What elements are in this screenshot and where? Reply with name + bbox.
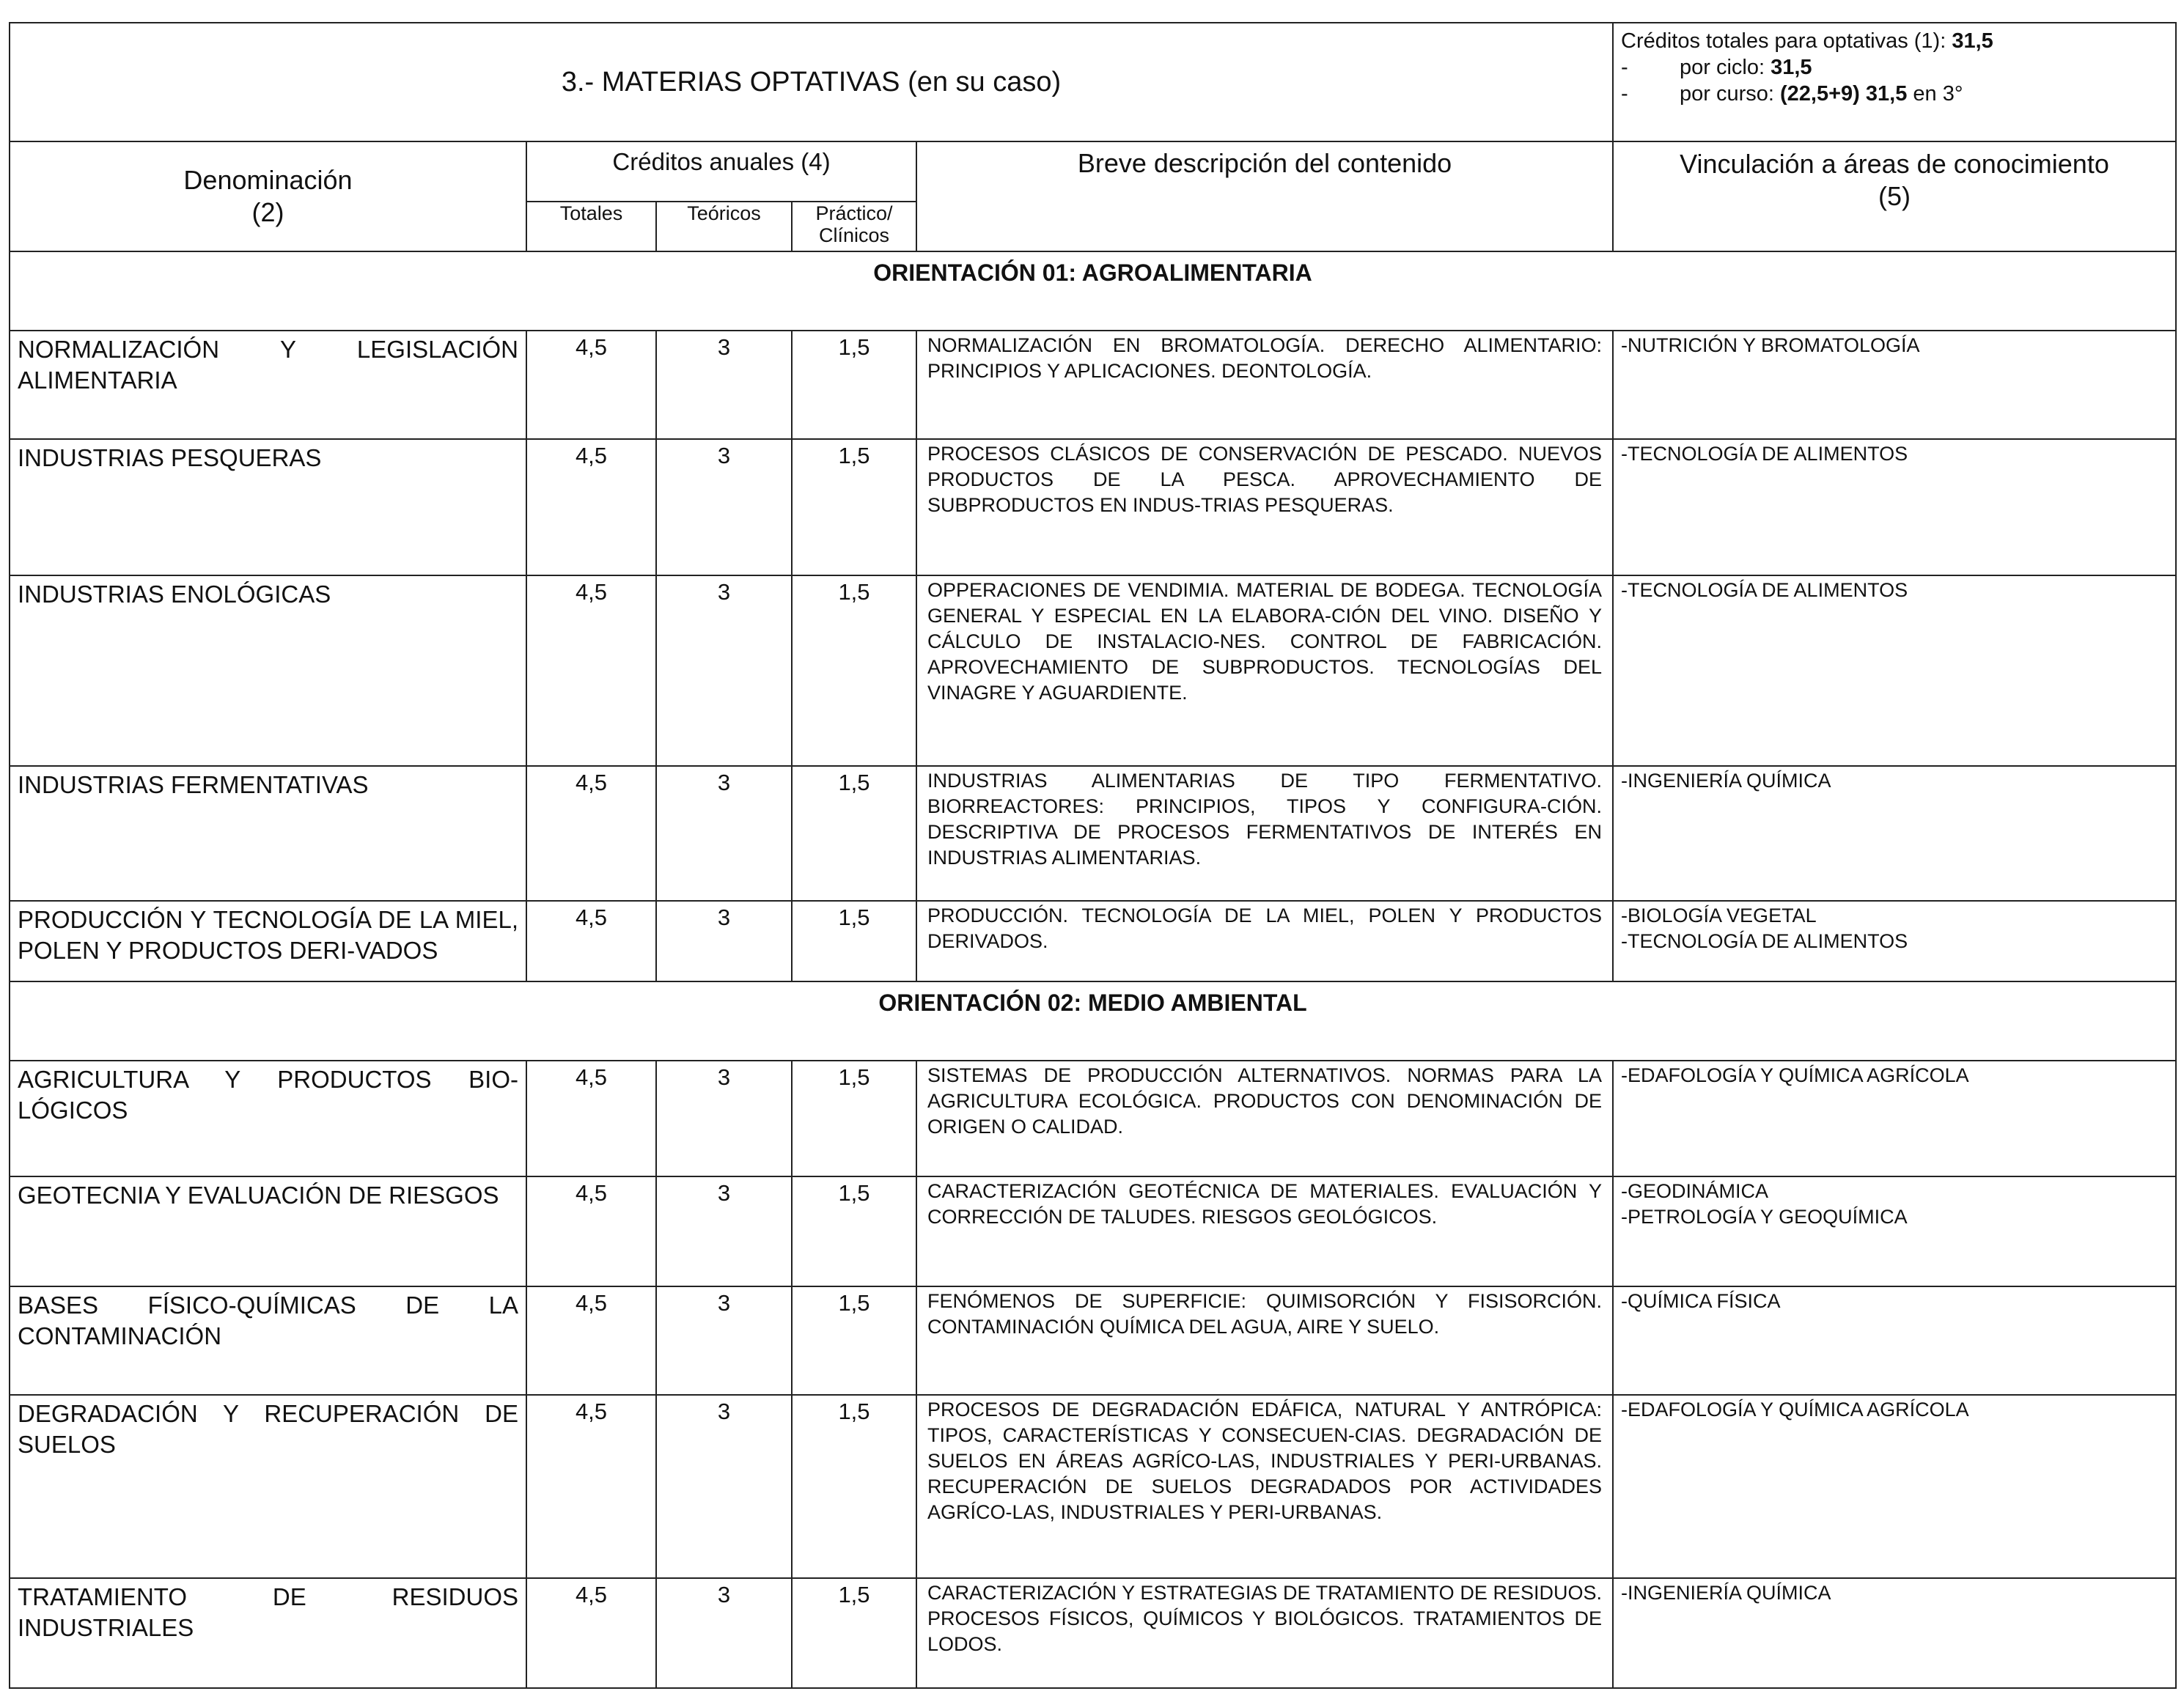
subject-description: SISTEMAS DE PRODUCCIÓN ALTERNATIVOS. NORMAS PARA LA AGRICULTURA ECOLÓGICA. PRODUCTOS CON DENOMINACIÓN DE ORIGEN O CALIDAD. bbox=[916, 1061, 1613, 1176]
document-title: 3.- MATERIAS OPTATIVAS (en su caso) bbox=[10, 23, 1613, 141]
knowledge-areas bbox=[1613, 439, 2176, 575]
subject-description: FENÓMENOS DE SUPERFICIE: QUIMISORCIÓN Y FISISORCIÓN. CONTAMINACIÓN QUÍMICA DEL AGUA, AIRE Y SUELO. bbox=[916, 1286, 1613, 1395]
subject-description: CARACTERIZACIÓN Y ESTRATEGIAS DE TRATAMIENTO DE RESIDUOS. PROCESOS FÍSICOS, QUÍMICOS Y BIOLÓGICOS. TRATAMIENTOS DE LODOS. bbox=[916, 1578, 1613, 1688]
subject-description: CARACTERIZACIÓN GEOTÉCNICA DE MATERIALES. EVALUACIÓN Y CORRECCIÓN DE TALUDES. RIESGOS GEOLÓGICOS. bbox=[916, 1176, 1613, 1286]
totales-header: Totales bbox=[526, 202, 656, 251]
creditos-header: Créditos anuales (4) bbox=[526, 141, 916, 202]
knowledge-areas bbox=[1613, 1578, 2176, 1688]
knowledge-area: -QUÍMICA FÍSICA bbox=[1621, 1290, 1781, 1312]
teoricos-header: Teóricos bbox=[656, 202, 792, 251]
credits-total: 4,5 bbox=[526, 1578, 656, 1688]
subject-name: BASES FÍSICO-QUÍMICAS DE LA CONTAMINACIÓN bbox=[10, 1286, 526, 1395]
credits-practice: 1,5 bbox=[792, 1061, 916, 1176]
knowledge-areas bbox=[1613, 766, 2176, 901]
table-row bbox=[10, 439, 2176, 575]
credits-practice: 1,5 bbox=[792, 901, 916, 981]
totals-box bbox=[1613, 23, 2176, 141]
table-row bbox=[10, 1176, 2176, 1286]
denominacion-label: Denominación bbox=[183, 165, 353, 195]
knowledge-area: -TECNOLOGÍA DE ALIMENTOS bbox=[1621, 579, 1908, 601]
curso-value: (22,5+9) 31,5 bbox=[1780, 82, 1908, 106]
credits-practice: 1,5 bbox=[792, 766, 916, 901]
credits-theory: 3 bbox=[656, 766, 792, 901]
knowledge-area: -INGENIERÍA QUÍMICA bbox=[1621, 1582, 1831, 1604]
knowledge-areas bbox=[1613, 1395, 2176, 1578]
credits-theory: 3 bbox=[656, 901, 792, 981]
credits-practice: 1,5 bbox=[792, 1578, 916, 1688]
curso-dash: - bbox=[1621, 82, 1628, 106]
subject-name: NORMALIZACIÓN Y LEGISLACIÓN ALIMENTARIA bbox=[10, 331, 526, 439]
knowledge-area: -EDAFOLOGÍA Y QUÍMICA AGRÍCOLA bbox=[1621, 1399, 1969, 1421]
knowledge-areas bbox=[1613, 901, 2176, 981]
credits-total: 4,5 bbox=[526, 766, 656, 901]
credits-theory: 3 bbox=[656, 331, 792, 439]
subject-description: NORMALIZACIÓN EN BROMATOLOGÍA. DERECHO ALIMENTARIO: PRINCIPIOS Y APLICACIONES. DEONTOLOGÍA. bbox=[916, 331, 1613, 439]
knowledge-area: -GEODINÁMICA bbox=[1621, 1180, 1769, 1202]
orientation-heading: ORIENTACIÓN 02: MEDIO AMBIENTAL bbox=[10, 981, 2176, 1061]
subject-description: INDUSTRIAS ALIMENTARIAS DE TIPO FERMENTATIVO. BIORREACTORES: PRINCIPIOS, TIPOS Y CONFIGURA-CIÓN. DESCRIPTIVA DE PROCESOS FERMENTATIVOS DE INTERÉS EN INDUSTRIAS ALIMENTARIAS. bbox=[916, 766, 1613, 901]
vinculacion-header bbox=[1613, 141, 2176, 251]
knowledge-area: -EDAFOLOGÍA Y QUÍMICA AGRÍCOLA bbox=[1621, 1064, 1969, 1086]
credits-total: 4,5 bbox=[526, 1395, 656, 1578]
orientation-row bbox=[10, 981, 2176, 1061]
totals-value: 31,5 bbox=[1952, 29, 1993, 53]
practico-label: Práctico/ bbox=[815, 202, 893, 224]
table-row bbox=[10, 1286, 2176, 1395]
subject-description: PROCESOS DE DEGRADACIÓN EDÁFICA, NATURAL Y ANTRÓPICA: TIPOS, CARACTERÍSTICAS Y CONSECUEN-CIAS. DEGRADACIÓN DE SUELOS EN ÁREAS AGRÍCO-LAS, INDUSTRIALES Y PERI-URBANAS. RECUPERACIÓN DE SUELOS DEGRADADOS POR ACTIVIDADES AGRÍCO-LAS, INDUSTRIALES Y PERI-URBANAS. bbox=[916, 1395, 1613, 1578]
title-row bbox=[10, 23, 2176, 141]
table-row bbox=[10, 575, 2176, 766]
orientation-heading: ORIENTACIÓN 01: AGROALIMENTARIA bbox=[10, 251, 2176, 331]
ciclo-dash: - bbox=[1621, 56, 1628, 79]
credits-total: 4,5 bbox=[526, 901, 656, 981]
knowledge-areas bbox=[1613, 331, 2176, 439]
vinculacion-note: (5) bbox=[1878, 181, 1911, 211]
knowledge-area: -PETROLOGÍA Y GEOQUÍMICA bbox=[1621, 1206, 1908, 1228]
vinculacion-label: Vinculación a áreas de conocimiento bbox=[1680, 149, 2109, 179]
subject-description: PROCESOS CLÁSICOS DE CONSERVACIÓN DE PESCADO. NUEVOS PRODUCTOS DE LA PESCA. APROVECHAMIENTO DE SUBPRODUCTOS EN INDUS-TRIAS PESQUERAS. bbox=[916, 439, 1613, 575]
ciclo-label: por ciclo: bbox=[1680, 56, 1765, 79]
credits-theory: 3 bbox=[656, 1061, 792, 1176]
credits-practice: 1,5 bbox=[792, 331, 916, 439]
credits-practice: 1,5 bbox=[792, 1176, 916, 1286]
practico-header bbox=[792, 202, 916, 251]
optativas-table bbox=[9, 22, 2177, 1689]
table-row bbox=[10, 331, 2176, 439]
table-row bbox=[10, 766, 2176, 901]
subject-name: INDUSTRIAS PESQUERAS bbox=[10, 439, 526, 575]
subject-name: PRODUCCIÓN Y TECNOLOGÍA DE LA MIEL, POLEN Y PRODUCTOS DERI-VADOS bbox=[10, 901, 526, 981]
credits-practice: 1,5 bbox=[792, 1286, 916, 1395]
table-row bbox=[10, 1578, 2176, 1688]
subject-description: OPPERACIONES DE VENDIMIA. MATERIAL DE BODEGA. TECNOLOGÍA GENERAL Y ESPECIAL EN LA ELABORA-CIÓN DEL VINO. DISEÑO Y CÁLCULO DE INSTALACIO-NES. CONTROL DE FABRICACIÓN. APROVECHAMIENTO DE SUBPRODUCTOS. TECNOLOGÍAS DEL VINAGRE Y AGUARDIENTE. bbox=[916, 575, 1613, 766]
table-row bbox=[10, 1395, 2176, 1578]
ciclo-value: 31,5 bbox=[1771, 56, 1812, 79]
knowledge-area: -INGENIERÍA QUÍMICA bbox=[1621, 770, 1831, 792]
curso-suffix: en 3° bbox=[1913, 82, 1963, 106]
totals-label: Créditos totales para optativas (1): bbox=[1621, 29, 1946, 53]
curso-label: por curso: bbox=[1680, 82, 1774, 106]
knowledge-areas bbox=[1613, 1061, 2176, 1176]
credits-total: 4,5 bbox=[526, 575, 656, 766]
subject-name: AGRICULTURA Y PRODUCTOS BIO-LÓGICOS bbox=[10, 1061, 526, 1176]
credits-total: 4,5 bbox=[526, 1061, 656, 1176]
denominacion-header bbox=[10, 141, 526, 251]
knowledge-areas bbox=[1613, 1176, 2176, 1286]
descripcion-header: Breve descripción del contenido bbox=[916, 141, 1613, 251]
column-header-row bbox=[10, 141, 2176, 202]
clinicos-label: Clínicos bbox=[818, 224, 890, 246]
subject-name: TRATAMIENTO DE RESIDUOS INDUSTRIALES bbox=[10, 1578, 526, 1688]
knowledge-area: -BIOLOGÍA VEGETAL bbox=[1621, 905, 1817, 926]
credits-theory: 3 bbox=[656, 439, 792, 575]
knowledge-areas bbox=[1613, 1286, 2176, 1395]
credits-total: 4,5 bbox=[526, 439, 656, 575]
credits-total: 4,5 bbox=[526, 1176, 656, 1286]
subject-name: GEOTECNIA Y EVALUACIÓN DE RIESGOS bbox=[10, 1176, 526, 1286]
table-row bbox=[10, 1061, 2176, 1176]
credits-total: 4,5 bbox=[526, 331, 656, 439]
credits-theory: 3 bbox=[656, 1176, 792, 1286]
credits-theory: 3 bbox=[656, 1578, 792, 1688]
document-page bbox=[9, 22, 2175, 1689]
denominacion-note: (2) bbox=[251, 197, 284, 227]
credits-total: 4,5 bbox=[526, 1286, 656, 1395]
subject-name: INDUSTRIAS FERMENTATIVAS bbox=[10, 766, 526, 901]
credits-practice: 1,5 bbox=[792, 1395, 916, 1578]
subject-name: DEGRADACIÓN Y RECUPERACIÓN DE SUELOS bbox=[10, 1395, 526, 1578]
credits-theory: 3 bbox=[656, 575, 792, 766]
knowledge-area: -TECNOLOGÍA DE ALIMENTOS bbox=[1621, 930, 1908, 952]
subject-description: PRODUCCIÓN. TECNOLOGÍA DE LA MIEL, POLEN Y PRODUCTOS DERIVADOS. bbox=[916, 901, 1613, 981]
credits-practice: 1,5 bbox=[792, 439, 916, 575]
orientation-row bbox=[10, 251, 2176, 331]
credits-theory: 3 bbox=[656, 1286, 792, 1395]
credits-practice: 1,5 bbox=[792, 575, 916, 766]
table-row bbox=[10, 901, 2176, 981]
knowledge-area: -TECNOLOGÍA DE ALIMENTOS bbox=[1621, 443, 1908, 465]
credits-theory: 3 bbox=[656, 1395, 792, 1578]
knowledge-areas bbox=[1613, 575, 2176, 766]
knowledge-area: -NUTRICIÓN Y BROMATOLOGÍA bbox=[1621, 334, 1920, 356]
subject-name: INDUSTRIAS ENOLÓGICAS bbox=[10, 575, 526, 766]
